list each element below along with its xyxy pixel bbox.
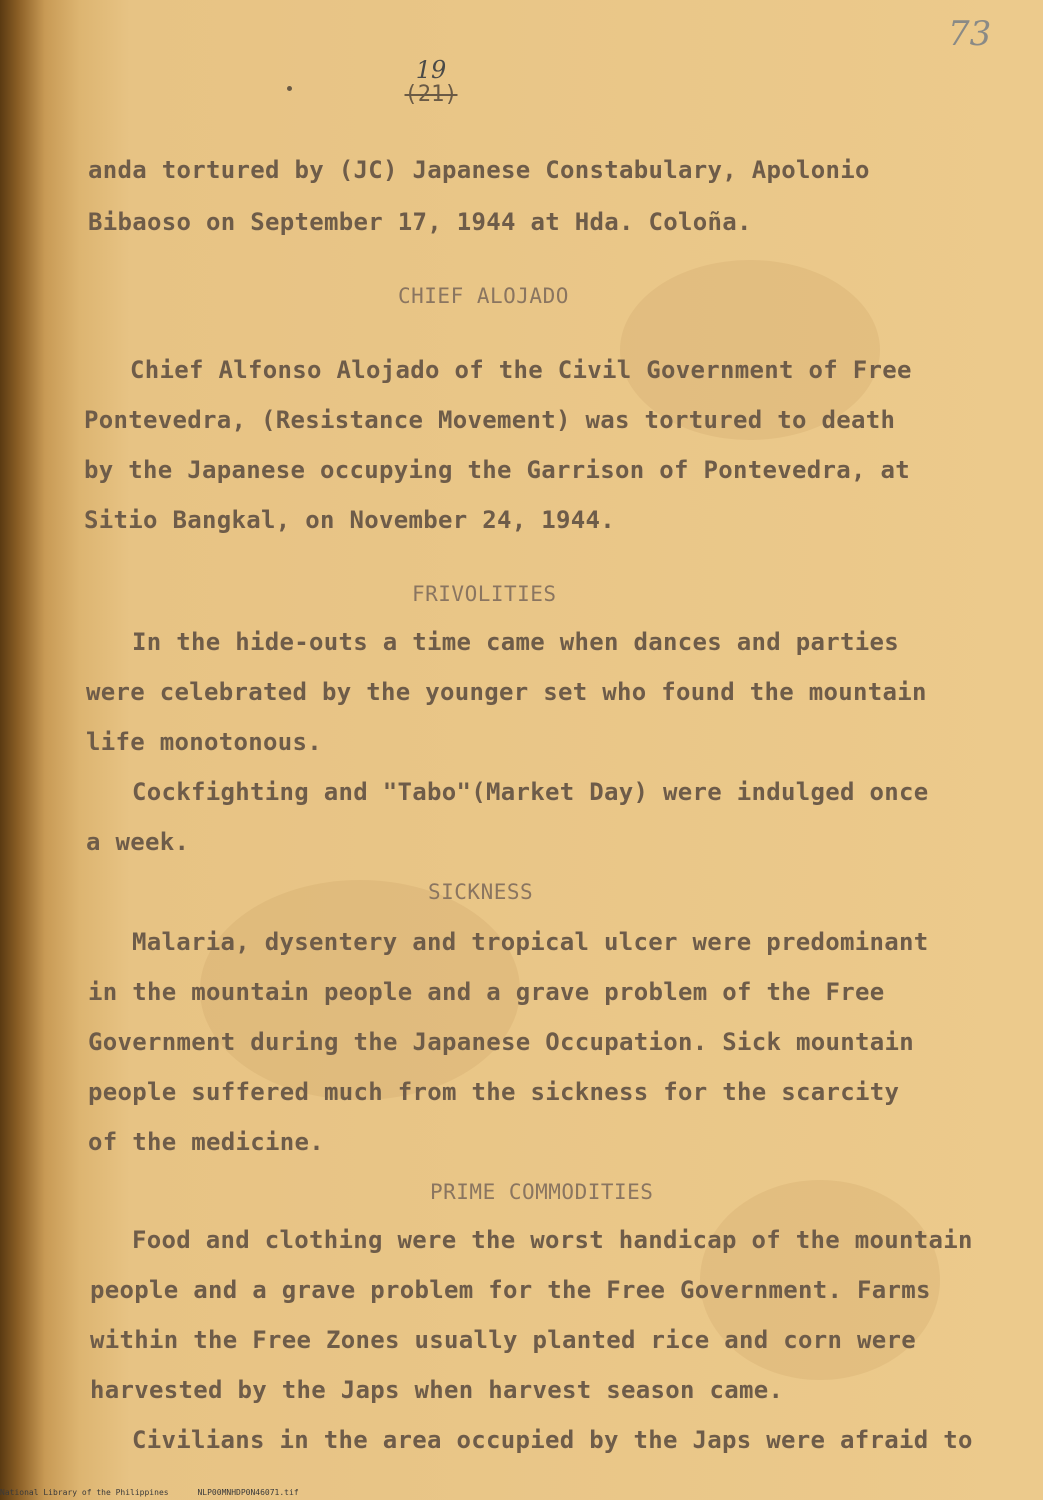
section-heading-prime-commodities: PRIME COMMODITIES	[430, 1180, 654, 1204]
pencil-page-number: 19	[415, 56, 447, 84]
footer-filename: NLP00MNHDP0N46071.tif	[197, 1488, 299, 1497]
text-line: Government during the Japanese Occupation. Sick mountain	[88, 1028, 914, 1056]
text-line: anda tortured by (JC) Japanese Constabulary, Apolonio	[88, 156, 870, 184]
stray-dot	[287, 86, 292, 91]
text-line: Pontevedra, (Resistance Movement) was tortured to death	[84, 406, 896, 434]
text-line: harvested by the Japs when harvest season came.	[90, 1376, 784, 1404]
text-line: people and a grave problem for the Free Government. Farms	[90, 1276, 931, 1304]
text-line: within the Free Zones usually planted rice and corn were	[90, 1326, 916, 1354]
section-heading-chief-alojado: CHIEF ALOJADO	[398, 284, 569, 308]
footer-library: National Library of the Philippines	[0, 1488, 169, 1497]
text-line: by the Japanese occupying the Garrison of Pontevedra, at	[84, 456, 910, 484]
text-line: Bibaoso on September 17, 1944 at Hda. Coloña.	[88, 208, 752, 236]
text-line: a week.	[86, 828, 190, 856]
section-heading-sickness: SICKNESS	[428, 880, 534, 904]
text-line: in the mountain people and a grave problem of the Free	[88, 978, 885, 1006]
text-line: Sitio Bangkal, on November 24, 1944.	[84, 506, 615, 534]
text-line: life monotonous.	[86, 728, 322, 756]
text-line: Food and clothing were the worst handicap of the mountain	[132, 1226, 973, 1254]
text-line: people suffered much from the sickness for the scarcity	[88, 1078, 900, 1106]
section-heading-frivolities: FRIVOLITIES	[412, 582, 557, 606]
text-line: Chief Alfonso Alojado of the Civil Government of Free	[130, 356, 912, 384]
handwritten-page-number: 73	[948, 14, 992, 54]
text-line: Cockfighting and "Tabo"(Market Day) were indulged once	[132, 778, 929, 806]
text-line: Malaria, dysentery and tropical ulcer were predominant	[132, 928, 929, 956]
text-line: In the hide-outs a time came when dances and parties	[132, 628, 899, 656]
typed-page-number: (21)	[404, 82, 458, 107]
text-line: were celebrated by the younger set who found the mountain	[86, 678, 927, 706]
page-number-block	[396, 58, 466, 108]
text-line: of the medicine.	[88, 1128, 324, 1156]
text-line: Civilians in the area occupied by the Japs were afraid to	[132, 1426, 973, 1454]
scan-footer	[0, 1488, 299, 1497]
